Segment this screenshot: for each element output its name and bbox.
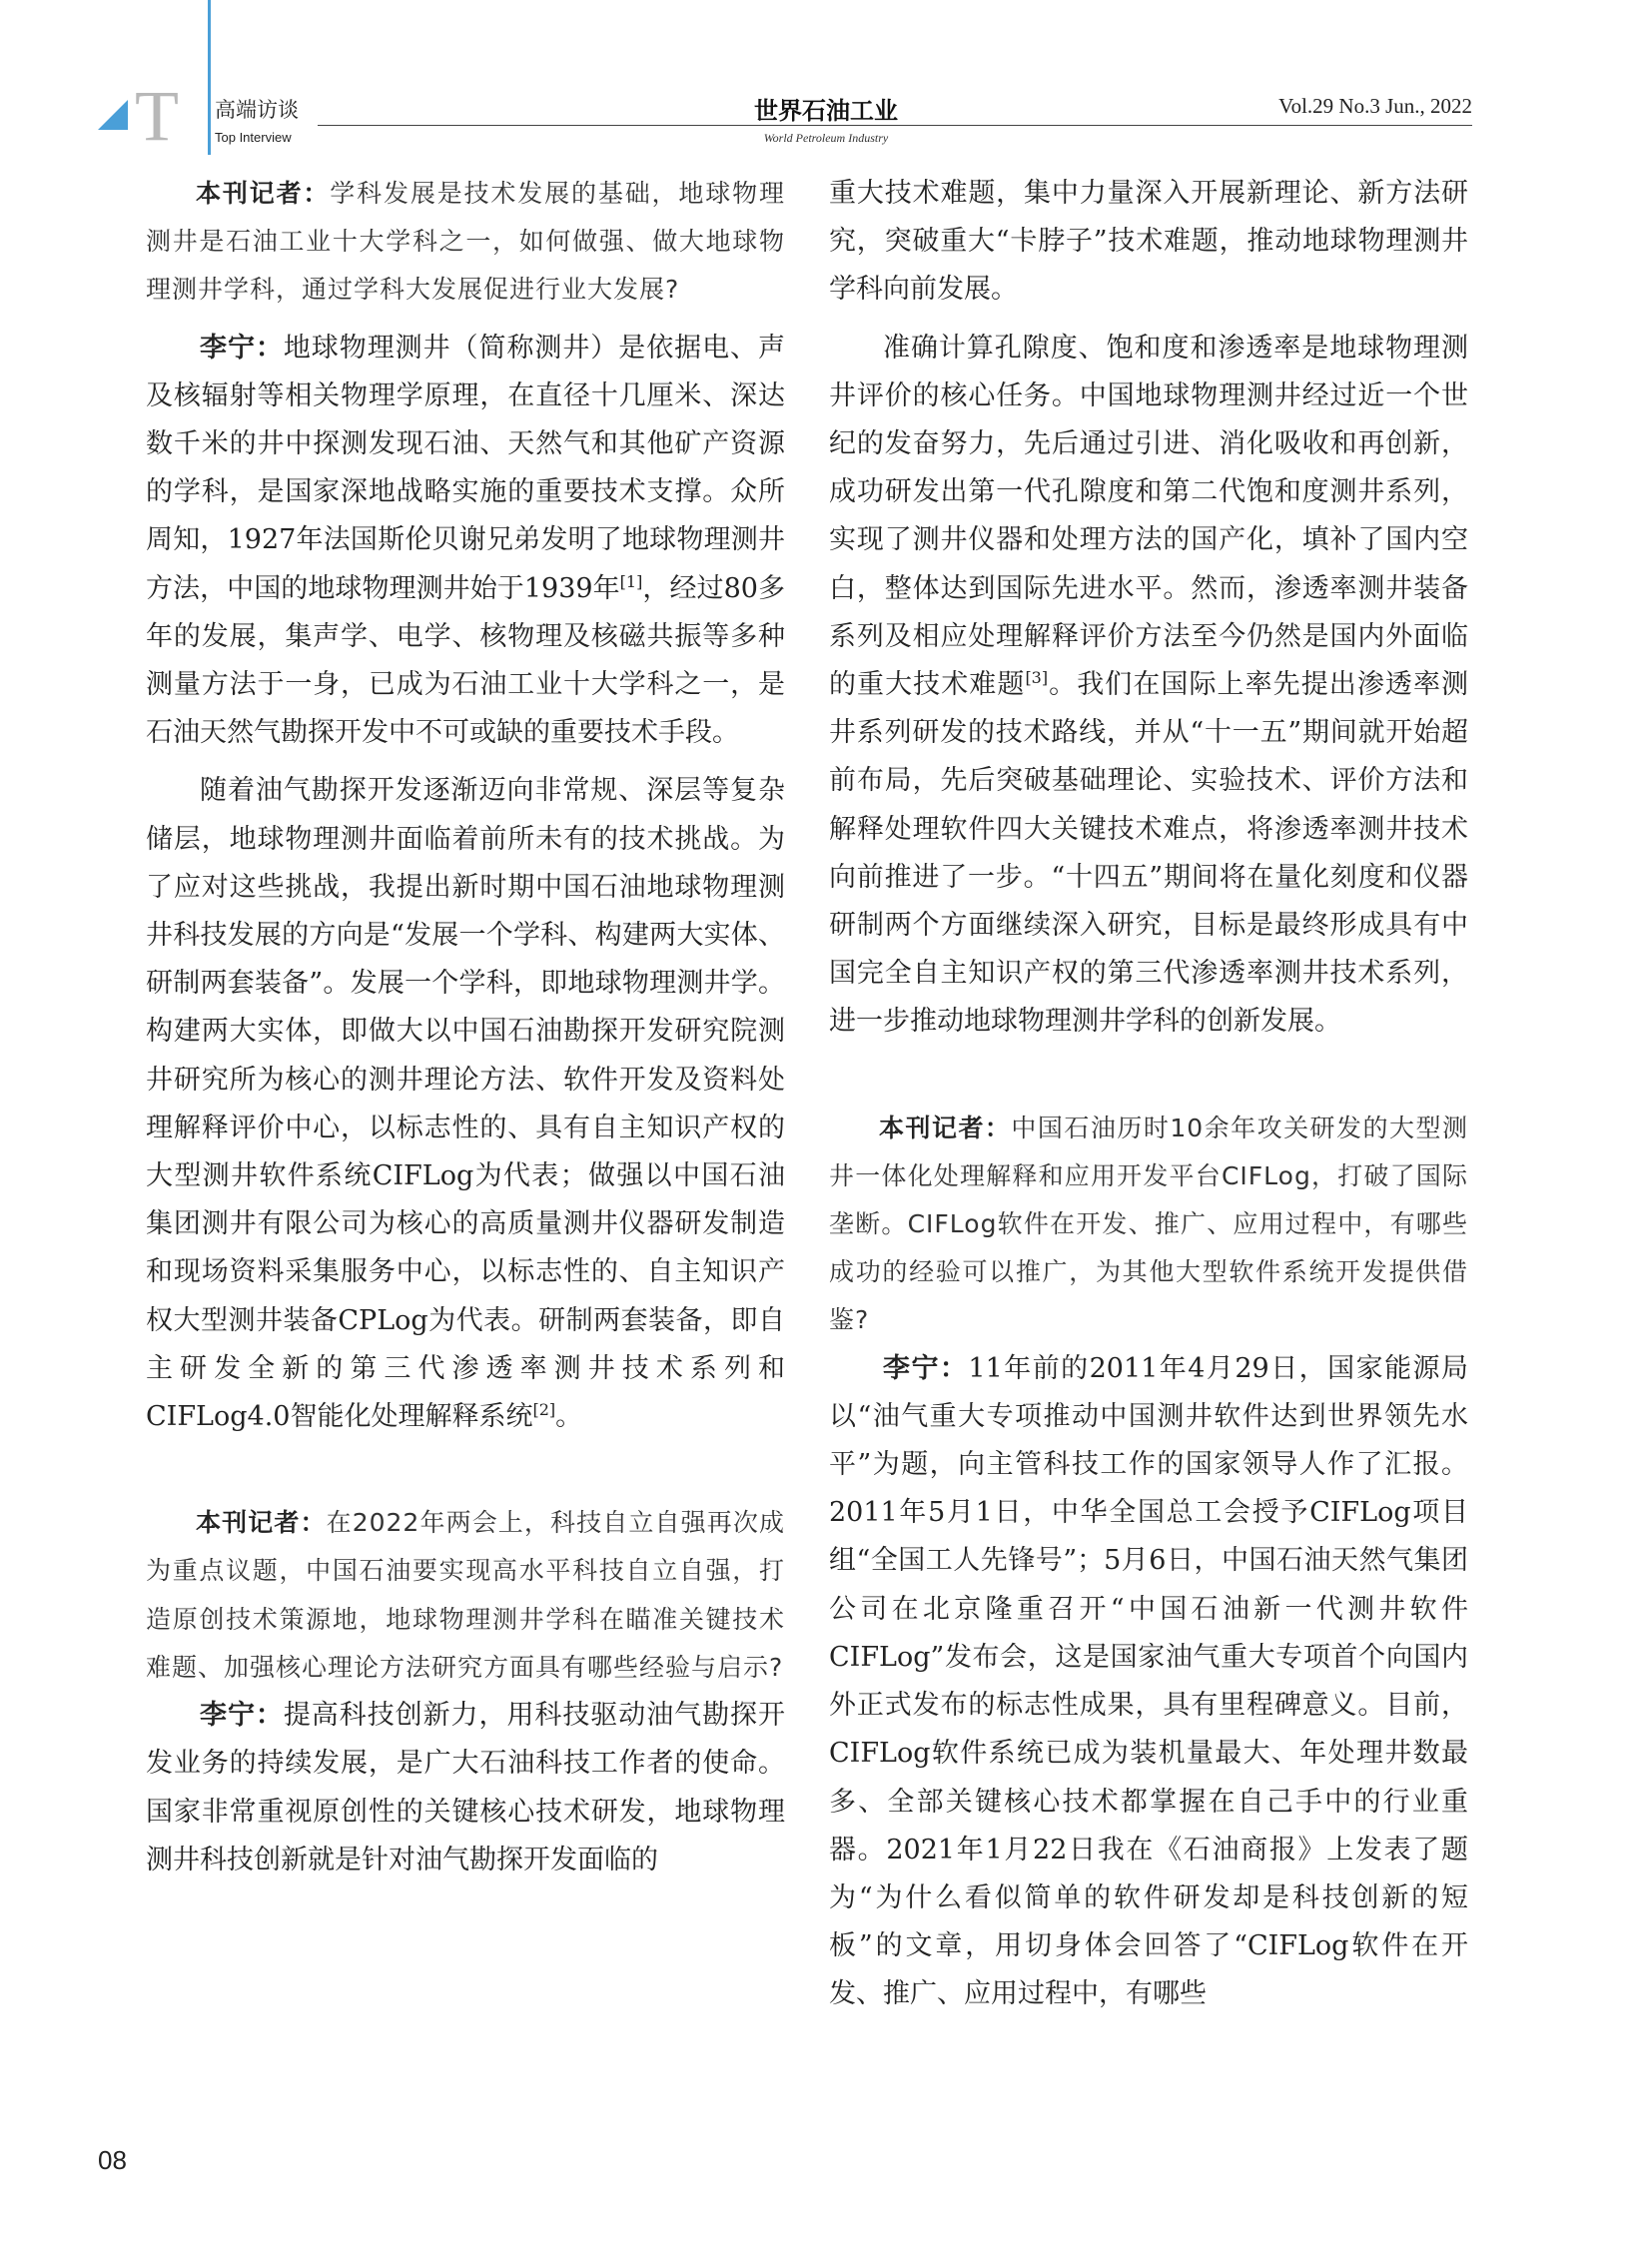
answer-text: 地球物理测井（简称测井）是依据电、声及核辐射等相关物理学原理，在直径十几厘米、深达数千米的井中探测发现石油、天然气和其他矿产资源的学科，是国家深地战略实施的重要技术支撑。众所周知，1927年法国斯伦贝谢兄弟发明了地球物理测井方法，中国的地球物理测井始于1939年: [146, 332, 786, 604]
issue-info: Vol.29 No.3 Jun., 2022: [1278, 94, 1472, 118]
question-paragraph: [146, 1499, 785, 1692]
speaker-label: 李宁：: [200, 1700, 284, 1732]
speaker-label: 本刊记者：: [196, 1508, 327, 1538]
header-section-letter: T: [135, 76, 179, 156]
answer-text: 11年前的2011年4月29日，国家能源局以“油气重大专项推动中国测井软件达到世界领先水平”为题，向主管科技工作的国家领导人作了汇报。2011年5月1日，中华全国总工会授予CIFLog项目组“全国工人先锋号”；5月6日，中国石油天然气集团公司在北京隆重召开“中国石油新一代测井软件CIFLog”发布会，这是国家油气重大专项首个向国内外正式发布的标志性成果，具有里程碑意义。目前，CIFLog软件系统已成为装机量最大、年处理井数最多、全部关键核心技术都掌握在自己手中的行业重器。2021年1月22日我在《石油商报》上发表了题为“为什么看似简单的软件研发却是科技创新的短板”的文章，用切身体会回答了“CIFLog软件在开发、推广、应用过程中，有哪些: [829, 1352, 1469, 2010]
answer-paragraph: [146, 325, 785, 758]
body-paragraph: [146, 767, 785, 1441]
header-rule: [318, 125, 1472, 126]
citation-ref: [3]: [1025, 668, 1049, 688]
right-column: [829, 170, 1468, 2019]
body-text-cont: 。: [555, 1401, 583, 1433]
speaker-label: 本刊记者：: [196, 179, 331, 208]
body-text: 准确计算孔隙度、饱和度和渗透率是地球物理测井评价的核心任务。中国地球物理测井经过近一个世纪的发奋努力，先后通过引进、消化吸收和再创新，成功研发出第一代孔隙度和第二代饱和度测井系列，实现了测井仪器和处理方法的国产化，填补了国内空白，整体达到国际先进水平。然而，渗透率测井装备系列及相应处理解释评价方法至今仍然是国内外面临的重大技术难题: [829, 332, 1468, 701]
question-text: 学科发展是技术发展的基础，地球物理测井是石油工业十大学科之一，如何做强、做大地球物理测井学科，通过学科大发展促进行业大发展?: [146, 179, 785, 305]
body-paragraph: [829, 325, 1468, 1047]
header-section-title-en: Top Interview: [215, 130, 292, 145]
page-number: 08: [98, 2145, 127, 2175]
answer-paragraph: [829, 1345, 1468, 2019]
speaker-label: 李宁：: [200, 332, 284, 364]
body-text-cont: 。我们在国际上率先提出渗透率测井系列研发的技术路线，并从“十一五”期间就开始超前布局，先后突破基础理论、实验技术、评价方法和解释处理软件四大关键技术难点，将渗透率测井技术向前推进了一步。“十四五”期间将在量化刻度和仪器研制两个方面继续深入研究，目标是最终形成具有中国完全自主知识产权的第三代渗透率测井技术系列，进一步推动地球物理测井学科的创新发展。: [829, 669, 1469, 1038]
header-section-title: 高端访谈: [215, 98, 299, 122]
answer-text: 提高科技创新力，用科技驱动油气勘探开发业务的持续发展，是广大石油科技工作者的使命。国家非常重视原创性的关键核心技术研发，地球物理测井科技创新就是针对油气勘探开发面临的: [146, 1700, 786, 1875]
question-paragraph: [146, 170, 785, 315]
question-text: 中国石油历时10余年攻关研发的大型测井一体化处理解释和应用开发平台CIFLog，打破了国际垄断。CIFLog软件在开发、推广、应用过程中，有哪些成功的经验可以推广，为其他大型软件系统开发提供借鉴?: [829, 1113, 1468, 1335]
answer-paragraph: [146, 1692, 785, 1884]
citation-ref: [2]: [532, 1400, 556, 1420]
question-paragraph: [829, 1105, 1468, 1345]
journal-title-en: World Petroleum Industry: [763, 131, 889, 145]
body-text: 重大技术难题，集中力量深入开展新理论、新方法研究，突破重大“卡脖子”技术难题，推动地球物理测井学科向前发展。: [829, 178, 1468, 306]
speaker-label: 李宁：: [883, 1352, 969, 1384]
header-accent-triangle: [98, 100, 128, 130]
left-column: [146, 170, 785, 1884]
header-vertical-rule: [208, 0, 211, 155]
answer-text-cont: ，经过80多年的发展，集声学、电学、核物理及核磁共振等多种测量方法于一身，已成为石油工业十大学科之一，是石油天然气勘探开发中不可或缺的重要技术手段。: [146, 572, 785, 749]
citation-ref: [1]: [619, 571, 643, 591]
question-text: 在2022年两会上，科技自立自强再次成为重点议题，中国石油要实现高水平科技自立自强，打造原创技术策源地，地球物理测井学科在瞄准关键技术难题、加强核心理论方法研究方面具有哪些经验与启示?: [146, 1508, 785, 1682]
speaker-label: 本刊记者：: [879, 1113, 1012, 1142]
body-text: 随着油气勘探开发逐渐迈向非常规、深层等复杂储层，地球物理测井面临着前所未有的技术挑战。为了应对这些挑战，我提出新时期中国石油地球物理测井科技发展的方向是“发展一个学科、构建两大实体、研制两套装备”。发展一个学科，即地球物理测井学。构建两大实体，即做大以中国石油勘探开发研究院测井研究所为核心的测井理论方法、软件开发及资料处理解释评价中心，以标志性的、具有自主知识产权的大型测井软件系统CIFLog为代表；做强以中国石油集团测井有限公司为核心的高质量测井仪器研发制造和现场资料采集服务中心，以标志性的、自主知识产权大型测井装备CPLog为代表。研制两套装备，即自主研发全新的第三代渗透率测井技术系列和CIFLog4.0智能化处理解释系统: [146, 775, 785, 1433]
journal-title: 世界石油工业: [754, 96, 898, 125]
body-paragraph-continued: [829, 170, 1468, 315]
